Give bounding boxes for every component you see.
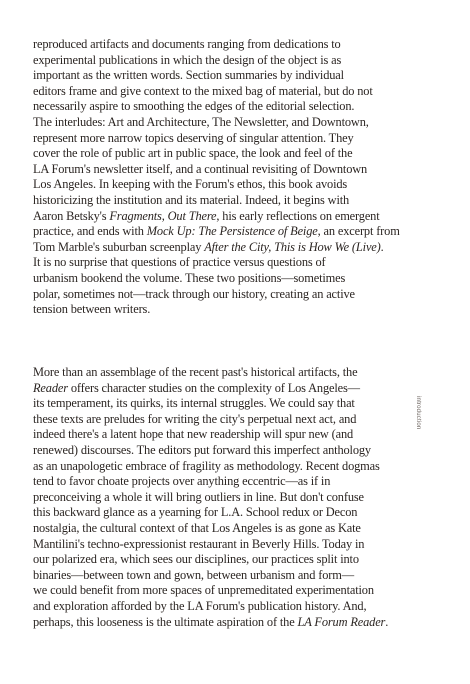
text-run: tend to favor choate projects over anything eccentric—as if in [33,474,331,489]
text-line [33,240,400,256]
text-run: renewed) discourses. The editors put forward this imperfect anthology [33,442,371,457]
italic-title: LA Forum Reader [297,614,386,629]
text-run: Los Angeles. In keeping with the Forum's ethos, this book avoids [33,177,348,192]
text-run: these texts are preludes for writing the city's perpetual next act, and [33,411,357,426]
text-line [33,131,400,147]
text-line [33,443,388,459]
text-run: preconceiving a whole it will bring outliers in line. But don't confuse [33,489,364,504]
text-run: . [380,239,384,254]
text-line [33,177,400,193]
text-line [33,459,388,475]
text-run: editors frame and give context to the mixed bag of material, but do not [33,83,373,98]
text-run: The interludes: Art and Architecture, The Newsletter, and Downtown, [33,114,369,129]
text-run: and exploration afforded by the LA Forum's publication history. And, [33,598,367,613]
text-run: , his early reflections on emergent [216,208,380,223]
text-run: nostalgia, the cultural context of that Los Angeles is as gone as Kate [33,520,361,535]
text-line [33,474,388,490]
text-run: binaries—between town and gown, between urbanism and form— [33,567,354,582]
text-run: experimental publications in which the design of the object is as [33,52,342,67]
text-run: offers character studies on the complexity of Los Angeles— [67,380,360,395]
text-line [33,209,400,225]
text-line [33,505,388,521]
text-line [33,146,400,162]
text-line [33,255,400,271]
italic-title: Reader [33,380,68,395]
text-line [33,490,388,506]
text-run: Tom Marble's suburban screenplay [33,239,205,254]
text-run: important as the written words. Section summaries by individual [33,68,344,83]
text-line [33,552,388,568]
text-line [33,599,388,615]
text-line [33,53,400,69]
text-run: reproduced artifacts and documents ranging from dedications to [33,37,341,51]
italic-title: Fragments, Out There [109,208,217,223]
text-run: Mantilini's techno-expressionist restaurant in Beverly Hills. Today in [33,536,365,551]
text-line [33,37,400,53]
italic-title: Mock Up: The Persistence of Beige [146,224,318,239]
text-line [33,115,400,131]
text-run: as an unapologetic embrace of fragility as methodology. Recent dogmas [33,458,380,473]
text-line [33,287,400,303]
text-run: perhaps, this looseness is the ultimate aspiration of the [33,614,298,629]
body-paragraph-2 [33,365,388,630]
text-run: indeed there's a latent hope that new readership will spur new (and [33,427,354,442]
text-line [33,162,400,178]
text-line [33,99,400,115]
text-line [33,302,400,318]
text-run: More than an assemblage of the recent past's historical artifacts, the [33,365,358,379]
text-line [33,224,400,240]
text-line [33,615,388,631]
text-run: we could benefit from more spaces of unpremeditated experimentation [33,583,374,598]
text-run: represent more narrow topics deserving of singular attention. They [33,130,354,145]
text-line [33,381,388,397]
text-run: necessarily aspire to smoothing the edges of the editorial selection. [33,99,355,114]
text-line [33,271,400,287]
text-run: its temperament, its quirks, its internal struggles. We could say that [33,396,355,411]
text-line [33,583,388,599]
text-run: tension between writers. [33,302,151,317]
body-paragraph-1 [33,37,400,318]
text-line [33,396,388,412]
text-run: our polarized era, which sees our disciplines, our practices split into [33,552,359,567]
text-line [33,193,400,209]
text-run: this backward glance as a yearning for L.A. School redux or Decon [33,505,358,520]
text-run: , an excerpt from [317,224,400,239]
text-run: practice, and ends with [33,224,147,239]
text-run: . [385,614,389,629]
text-line [33,365,388,381]
text-run: historicizing the institution and its material. Indeed, it begins with [33,192,350,207]
text-line [33,427,388,443]
text-line [33,521,388,537]
text-run: Aaron Betsky's [33,208,110,223]
text-line [33,568,388,584]
text-run: LA Forum's newsletter itself, and a continual revisiting of Downtown [33,161,368,176]
text-run: It is no surprise that questions of practice versus questions of [33,255,326,270]
italic-title: After the City, This is How We (Live) [204,239,381,254]
text-line [33,412,388,428]
text-run: polar, sometimes not—track through our history, creating an active [33,286,355,301]
text-run: cover the role of public art in public space, the look and feel of the [33,146,353,161]
text-line [33,537,388,553]
text-line [33,84,400,100]
text-run: urbanism bookend the volume. These two positions—sometimes [33,270,346,285]
running-head: introduction [415,396,421,430]
text-line [33,68,400,84]
